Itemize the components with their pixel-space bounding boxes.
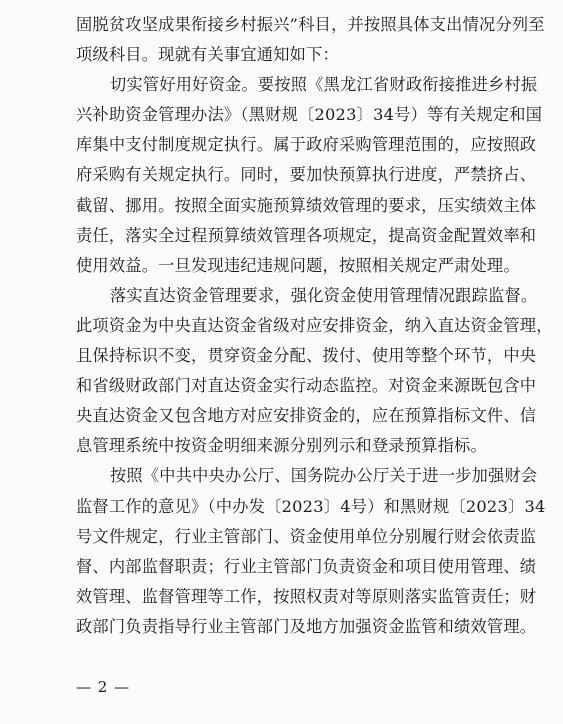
text-line: 兴补助资金管理办法》（黑财规〔2023〕34号）等有关规定和国 (76, 105, 543, 125)
text-line: 号文件规定，行业主管部门、资金使用单位分别履行财会依责监 (76, 526, 537, 546)
text-line: 政部门负责指导行业主管部门及地方加强资金监管和绩效管理。 (76, 616, 537, 636)
text-line: 且保持标识不变，贯穿资金分配、拨付、使用等整个环节，中央 (76, 346, 537, 366)
text-line: 使用效益。一旦发现违纪违规问题，按照相关规定严肃处理。 (76, 255, 520, 275)
paragraph-start-line: 落实直达资金管理要求，强化资金使用管理情况跟踪监督。 (110, 285, 538, 305)
page-number: — 2 — (76, 678, 131, 696)
text-line: 截留、挪用。按照全面实施预算绩效管理的要求，压实绩效主体 (76, 195, 537, 215)
paragraph-start-line: 切实管好用好资金。要按照《黑龙江省财政衔接推进乡村振 (110, 75, 538, 95)
text-line: 督、内部监督职责；行业主管部门负责资金和项目使用管理、绩 (76, 556, 537, 576)
text-line: 效管理、监督管理等工作，按照权责对等原则落实监管责任；财 (76, 586, 537, 606)
text-line: 府采购有关规定执行。同时，要加快预算执行进度，严禁挤占、 (76, 165, 537, 185)
text-line: 项级科目。现就有关事宜通知如下： (76, 45, 339, 65)
text-line: 库集中支付制度规定执行。属于政府采购管理范围的，应按照政 (76, 135, 537, 155)
paragraph-start-line: 按照《中共中央办公厅、国务院办公厅关于进一步加强财会 (110, 466, 538, 486)
text-line: 息管理系统中按资金明细来源分别列示和登录预算指标。 (76, 436, 487, 456)
text-line: 监督工作的意见》（中办发〔2023〕4号）和黑财规〔2023〕34 (76, 496, 546, 516)
text-line: 央直达资金又包含地方对应安排资金的，应在预算指标文件、信 (76, 406, 537, 426)
text-line: 此项资金为中央直达资金省级对应安排资金，纳入直达资金管理， (76, 315, 553, 335)
text-line: 和省级财政部门对直达资金实行动态监控。对资金来源既包含中 (76, 376, 537, 396)
text-line: 责任，落实全过程预算绩效管理各项规定，提高资金配置效率和 (76, 225, 537, 245)
text-line: 固脱贫攻坚成果衔接乡村振兴”科目，并按照具体支出情况分列至 (76, 15, 545, 34)
document-body (76, 10, 553, 642)
